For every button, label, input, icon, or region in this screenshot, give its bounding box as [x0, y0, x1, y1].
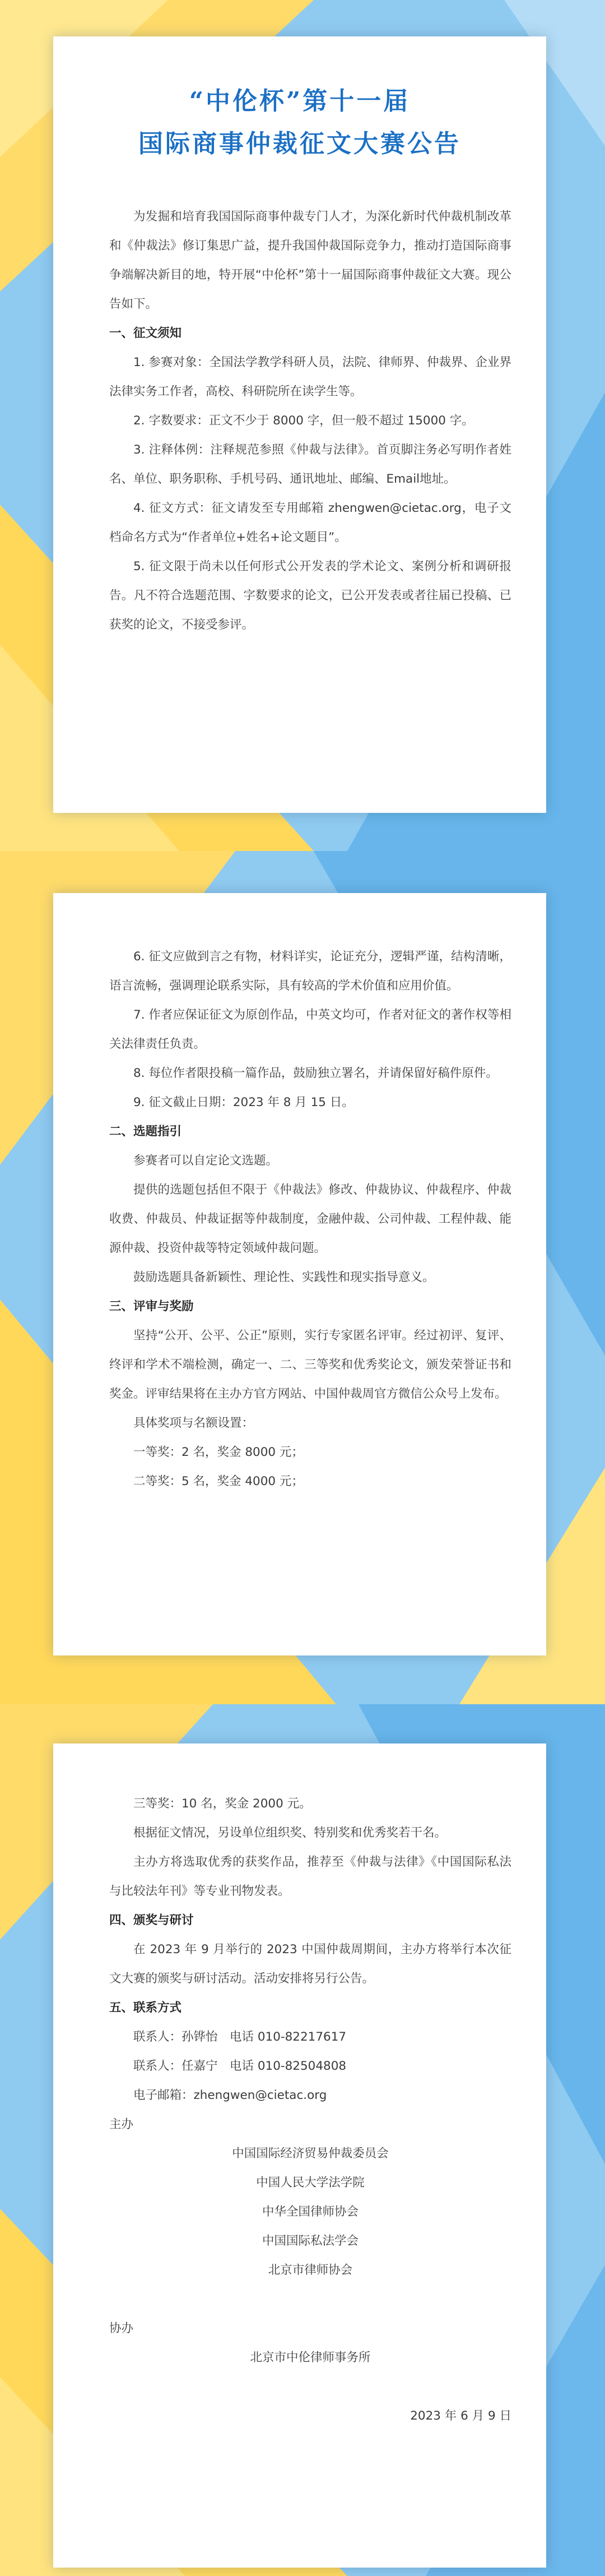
section-heading-topics: 二、选题指引	[109, 1125, 182, 1139]
co-organizer-org: 北京市中伦律师事务所	[250, 2351, 371, 2365]
guideline-item: 4. 征文方式：征文请发至专用邮箱 zhengwen@cietac.org，电子文档命名方式为“作者单位+姓名+论文题目”。	[109, 501, 511, 544]
host-org: 北京市律师协会	[268, 2263, 353, 2277]
topics-paragraph: 鼓励选题具备新颖性、理论性、实践性和现实指导意义。	[133, 1270, 435, 1284]
contact-email: 电子邮箱：zhengwen@cietac.org	[133, 2088, 327, 2102]
section-heading-review: 三、评审与奖励	[109, 1299, 194, 1314]
ceremony-paragraph: 在 2023 年 9 月举行的 2023 中国仲裁周期间，主办方将举行本次征文大赛的颁奖与研讨活动。活动安排将另行公告。	[109, 1943, 511, 1986]
content-card	[53, 1743, 546, 2568]
guideline-item: 9. 征文截止日期：2023 年 8 月 15 日。	[133, 1095, 354, 1109]
announcement-date: 2023 年 6 月 9 日	[410, 2409, 511, 2423]
poster-page-2	[0, 851, 605, 1704]
guideline-item: 8. 每位作者限投稿一篇作品，鼓励独立署名，并请保留好稿件原件。	[133, 1066, 498, 1080]
title-line-1: “中伦杯”第十一届	[189, 87, 411, 115]
award-line: 三等奖：10 名，奖金 2000 元。	[133, 1797, 311, 1811]
section-heading-guidelines: 一、征文须知	[109, 326, 182, 340]
host-org: 中华全国律师协会	[262, 2205, 359, 2219]
contact-person-2: 联系人：任嘉宁 电话 010-82504808	[133, 2059, 347, 2073]
host-org: 中国国际私法学会	[262, 2234, 359, 2248]
review-paragraph: 坚持“公开、公平、公正”原则，实行专家匿名评审。经过初评、复评、终评和学术不端检测，确定一、二、三等奖和优秀奖论文，颁发荣誉证书和奖金。评审结果将在主办方官方网站、中国仲裁周官方微信公众号上发布。	[109, 1329, 511, 1401]
guideline-item: 7. 作者应保证征文为原创作品，中英文均可，作者对征文的著作权等相关法律责任负责。	[109, 1008, 511, 1051]
review-paragraph: 具体奖项与名额设置：	[133, 1416, 254, 1430]
award-line: 二等奖：5 名，奖金 4000 元；	[133, 1474, 304, 1488]
guideline-item: 6. 征文应做到言之有物，材料详实，论证充分，逻辑严谨，结构清晰，语言流畅，强调理论联系实际，具有较高的学术价值和应用价值。	[109, 950, 511, 993]
poster-title	[88, 80, 511, 165]
contact-person-1: 联系人：孙铧怡 电话 010-82217617	[133, 2030, 347, 2044]
award-line: 一等奖：2 名，奖金 8000 元；	[133, 1445, 304, 1459]
host-org: 中国国际经济贸易仲裁委员会	[232, 2147, 389, 2161]
topics-paragraph: 参赛者可以自定论文选题。	[133, 1154, 278, 1168]
review-paragraph: 根据征文情况，另设单位组织奖、特别奖和优秀奖若干名。	[133, 1826, 447, 1840]
co-organizer-label: 协办	[109, 2321, 134, 2335]
guideline-item: 5. 征文限于尚未以任何形式公开发表的学术论文、案例分析和调研报告。凡不符合选题范围、字数要求的论文，已公开发表或者往届已投稿、已获奖的论文，不接受参评。	[109, 559, 511, 632]
poster-page-1	[0, 0, 605, 851]
content-card	[53, 36, 546, 813]
poster-page-3	[0, 1704, 605, 2576]
section-heading-contact: 五、联系方式	[109, 2001, 182, 2015]
topics-paragraph: 提供的选题包括但不限于《仲裁法》修改、仲裁协议、仲裁程序、仲裁收费、仲裁员、仲裁证据等仲裁制度，金融仲裁、公司仲裁、工程仲裁、能源仲裁、投资仲裁等特定领域仲裁问题。	[109, 1183, 511, 1255]
section-heading-ceremony: 四、颁奖与研讨	[109, 1913, 194, 1927]
guideline-item: 2. 字数要求：正文不少于 8000 字，但一般不超过 15000 字。	[133, 414, 474, 428]
title-line-2: 国际商事仲裁征文大赛公告	[138, 130, 461, 158]
guideline-item: 3. 注释体例：注释规范参照《仲裁与法律》。首页脚注务必写明作者姓名、单位、职务职称、手机号码、通讯地址、邮编、Email地址。	[109, 443, 511, 486]
content-card	[53, 893, 546, 1655]
guideline-item: 1. 参赛对象：全国法学教学科研人员，法院、律师界、仲裁界、企业界法律实务工作者，高校、科研院所在读学生等。	[109, 355, 511, 399]
review-paragraph: 主办方将选取优秀的获奖作品，推荐至《仲裁与法律》《中国国际私法与比较法年刊》等专业刊物发表。	[109, 1855, 511, 1898]
intro-paragraph: 为发掘和培育我国国际商事仲裁专门人才，为深化新时代仲裁机制改革和《仲裁法》修订集思广益，提升我国仲裁国际竞争力，推动打造国际商事争端解决新目的地，特开展“中伦杯”第十一届国际商事仲裁征文大赛。现公告如下。	[109, 210, 511, 311]
host-label: 主办	[109, 2117, 134, 2131]
host-org: 中国人民大学法学院	[256, 2176, 365, 2190]
